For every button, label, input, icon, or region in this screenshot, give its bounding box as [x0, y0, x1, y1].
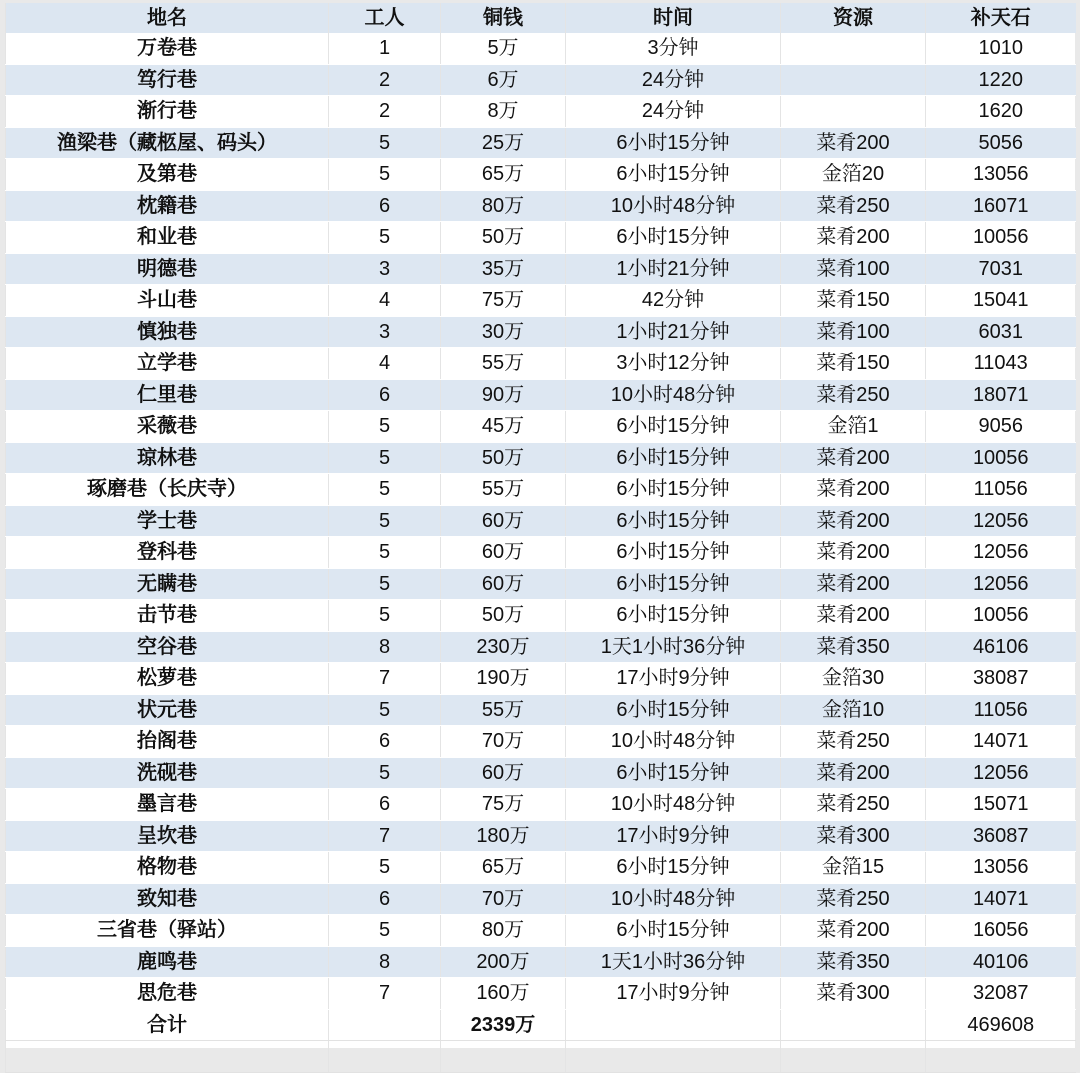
cell-resource[interactable]: 菜肴350 [781, 631, 926, 663]
cell-name[interactable]: 三省巷（驿站） [6, 915, 329, 947]
empty-cell[interactable] [329, 1041, 441, 1073]
cell-coins[interactable]: 30万 [441, 316, 566, 348]
cell-time[interactable]: 6小时15分钟 [566, 505, 781, 537]
empty-cell[interactable] [441, 1041, 566, 1073]
cell-coins[interactable]: 55万 [441, 348, 566, 380]
table-row [6, 33, 1076, 64]
table-row [6, 222, 1076, 254]
cell-name[interactable]: 呈坎巷 [6, 820, 329, 852]
cell-time[interactable]: 6小时15分钟 [566, 568, 781, 600]
cell-stones[interactable]: 11056 [926, 474, 1076, 506]
cell-name[interactable]: 枕籍巷 [6, 190, 329, 222]
header-row [6, 3, 1076, 33]
total-row [6, 1009, 1076, 1041]
cell-resource[interactable] [781, 96, 926, 128]
cell-coins[interactable]: 75万 [441, 789, 566, 821]
cell-resource[interactable] [781, 64, 926, 96]
cell-stones[interactable]: 11056 [926, 694, 1076, 726]
cell-resource[interactable]: 菜肴200 [781, 568, 926, 600]
cell-name[interactable]: 万卷巷 [6, 33, 329, 64]
cell-stones[interactable]: 12056 [926, 537, 1076, 569]
cell-stones[interactable]: 14071 [926, 726, 1076, 758]
cell-stones[interactable]: 11043 [926, 348, 1076, 380]
cell-stones[interactable]: 13056 [926, 852, 1076, 884]
cell-name[interactable]: 及第巷 [6, 159, 329, 191]
cell-workers[interactable]: 5 [329, 222, 441, 254]
total-cell-name[interactable]: 合计 [6, 1009, 329, 1041]
table-row [6, 978, 1076, 1010]
cell-workers[interactable]: 6 [329, 379, 441, 411]
cell-coins[interactable]: 50万 [441, 222, 566, 254]
cell-coins[interactable]: 50万 [441, 442, 566, 474]
cell-workers[interactable]: 5 [329, 915, 441, 947]
cell-resource[interactable]: 菜肴150 [781, 348, 926, 380]
cell-workers[interactable]: 3 [329, 316, 441, 348]
cell-time[interactable]: 6小时15分钟 [566, 442, 781, 474]
cell-workers[interactable]: 4 [329, 348, 441, 380]
total-cell-workers[interactable] [329, 1009, 441, 1041]
cell-workers[interactable]: 7 [329, 978, 441, 1010]
cell-coins[interactable]: 55万 [441, 694, 566, 726]
cell-stones[interactable]: 46106 [926, 631, 1076, 663]
cell-stones[interactable]: 13056 [926, 159, 1076, 191]
cell-coins[interactable]: 5万 [441, 33, 566, 64]
table-row [6, 474, 1076, 506]
cell-time[interactable]: 24分钟 [566, 96, 781, 128]
cell-workers[interactable]: 5 [329, 568, 441, 600]
cell-coins[interactable]: 6万 [441, 64, 566, 96]
cell-coins[interactable]: 60万 [441, 568, 566, 600]
cell-resource[interactable]: 菜肴250 [781, 883, 926, 915]
cell-resource[interactable]: 菜肴200 [781, 474, 926, 506]
cell-resource[interactable]: 金箔20 [781, 159, 926, 191]
cell-stones[interactable]: 40106 [926, 946, 1076, 978]
cell-resource[interactable]: 菜肴300 [781, 978, 926, 1010]
cell-coins[interactable]: 45万 [441, 411, 566, 443]
cell-time[interactable]: 17小时9分钟 [566, 820, 781, 852]
cell-resource[interactable]: 菜肴150 [781, 285, 926, 317]
cell-stones[interactable]: 16056 [926, 915, 1076, 947]
cell-name[interactable]: 笃行巷 [6, 64, 329, 96]
cell-time[interactable]: 10小时48分钟 [566, 190, 781, 222]
cell-name[interactable]: 斗山巷 [6, 285, 329, 317]
table-row [6, 442, 1076, 474]
cell-resource[interactable]: 金箔15 [781, 852, 926, 884]
table-row [6, 159, 1076, 191]
empty-cell[interactable] [6, 1041, 329, 1073]
cell-workers[interactable]: 6 [329, 190, 441, 222]
header-time: 时间 [566, 3, 781, 33]
cell-resource[interactable]: 菜肴100 [781, 316, 926, 348]
table-row [6, 694, 1076, 726]
cell-coins[interactable]: 60万 [441, 505, 566, 537]
cell-resource[interactable]: 菜肴200 [781, 600, 926, 632]
cell-workers[interactable]: 5 [329, 600, 441, 632]
cell-workers[interactable]: 5 [329, 127, 441, 159]
cell-workers[interactable]: 5 [329, 537, 441, 569]
cell-time[interactable]: 6小时15分钟 [566, 852, 781, 884]
cell-time[interactable]: 1小时21分钟 [566, 316, 781, 348]
cell-stones[interactable]: 10056 [926, 600, 1076, 632]
cell-workers[interactable]: 5 [329, 159, 441, 191]
cell-stones[interactable]: 16071 [926, 190, 1076, 222]
table-row [6, 316, 1076, 348]
cell-workers[interactable]: 5 [329, 757, 441, 789]
cell-time[interactable]: 3小时12分钟 [566, 348, 781, 380]
cell-name[interactable]: 慎独巷 [6, 316, 329, 348]
cell-name[interactable]: 立学巷 [6, 348, 329, 380]
cell-coins[interactable]: 180万 [441, 820, 566, 852]
cell-workers[interactable]: 4 [329, 285, 441, 317]
cell-time[interactable]: 6小时15分钟 [566, 474, 781, 506]
cell-time[interactable]: 17小时9分钟 [566, 663, 781, 695]
cell-coins[interactable]: 90万 [441, 379, 566, 411]
cell-stones[interactable]: 5056 [926, 127, 1076, 159]
cell-stones[interactable]: 15071 [926, 789, 1076, 821]
cell-workers[interactable]: 1 [329, 33, 441, 64]
cell-time[interactable]: 3分钟 [566, 33, 781, 64]
cell-time[interactable]: 10小时48分钟 [566, 789, 781, 821]
cell-time[interactable]: 17小时9分钟 [566, 978, 781, 1010]
table-row [6, 789, 1076, 821]
cell-name[interactable]: 洗砚巷 [6, 757, 329, 789]
cell-workers[interactable]: 3 [329, 253, 441, 285]
cell-name[interactable]: 格物巷 [6, 852, 329, 884]
cell-stones[interactable]: 12056 [926, 505, 1076, 537]
total-cell-time[interactable] [566, 1009, 781, 1041]
cell-resource[interactable]: 菜肴300 [781, 820, 926, 852]
cell-resource[interactable]: 金箔1 [781, 411, 926, 443]
table-row [6, 505, 1076, 537]
cell-time[interactable]: 10小时48分钟 [566, 726, 781, 758]
empty-cell[interactable] [926, 1041, 1076, 1073]
cell-workers[interactable]: 6 [329, 726, 441, 758]
cell-stones[interactable]: 12056 [926, 757, 1076, 789]
cell-name[interactable]: 明德巷 [6, 253, 329, 285]
cell-coins[interactable]: 75万 [441, 285, 566, 317]
cell-coins[interactable]: 70万 [441, 726, 566, 758]
table-row [6, 96, 1076, 128]
cell-name[interactable]: 致知巷 [6, 883, 329, 915]
cell-time[interactable]: 10小时48分钟 [566, 883, 781, 915]
cell-name[interactable]: 状元巷 [6, 694, 329, 726]
cell-coins[interactable]: 60万 [441, 537, 566, 569]
spreadsheet [5, 3, 1075, 1048]
cell-workers[interactable]: 5 [329, 505, 441, 537]
cell-workers[interactable]: 5 [329, 411, 441, 443]
cell-workers[interactable]: 2 [329, 96, 441, 128]
cell-workers[interactable]: 5 [329, 852, 441, 884]
table-row [6, 253, 1076, 285]
cell-time[interactable]: 6小时15分钟 [566, 222, 781, 254]
cell-name[interactable]: 无瞒巷 [6, 568, 329, 600]
cell-coins[interactable]: 230万 [441, 631, 566, 663]
cell-time[interactable]: 10小时48分钟 [566, 379, 781, 411]
cell-stones[interactable]: 10056 [926, 442, 1076, 474]
cell-coins[interactable]: 65万 [441, 852, 566, 884]
cell-time[interactable]: 1天1小时36分钟 [566, 946, 781, 978]
cell-resource[interactable]: 金箔10 [781, 694, 926, 726]
cell-stones[interactable]: 1010 [926, 33, 1076, 64]
cell-time[interactable]: 6小时15分钟 [566, 159, 781, 191]
cell-workers[interactable]: 8 [329, 631, 441, 663]
cell-resource[interactable]: 菜肴200 [781, 505, 926, 537]
table-row [6, 127, 1076, 159]
cell-stones[interactable]: 6031 [926, 316, 1076, 348]
table-row [6, 946, 1076, 978]
total-cell-stones[interactable]: 469608 [926, 1009, 1076, 1041]
cell-stones[interactable]: 14071 [926, 883, 1076, 915]
cell-coins[interactable]: 25万 [441, 127, 566, 159]
cell-name[interactable]: 渐行巷 [6, 96, 329, 128]
cell-name[interactable]: 墨言巷 [6, 789, 329, 821]
table-row [6, 757, 1076, 789]
cell-time[interactable]: 6小时15分钟 [566, 600, 781, 632]
cell-name[interactable]: 思危巷 [6, 978, 329, 1010]
cell-name[interactable]: 琼林巷 [6, 442, 329, 474]
cell-workers[interactable]: 5 [329, 474, 441, 506]
table-row [6, 411, 1076, 443]
table-row [6, 883, 1076, 915]
cell-coins[interactable]: 55万 [441, 474, 566, 506]
cell-coins[interactable]: 80万 [441, 190, 566, 222]
cell-resource[interactable]: 菜肴200 [781, 127, 926, 159]
cell-coins[interactable]: 65万 [441, 159, 566, 191]
cell-coins[interactable]: 50万 [441, 600, 566, 632]
cell-time[interactable]: 6小时15分钟 [566, 694, 781, 726]
table-row [6, 348, 1076, 380]
cell-resource[interactable] [781, 33, 926, 64]
cell-stones[interactable]: 36087 [926, 820, 1076, 852]
cell-workers[interactable]: 7 [329, 820, 441, 852]
cell-coins[interactable]: 200万 [441, 946, 566, 978]
table-row [6, 190, 1076, 222]
cell-resource[interactable]: 菜肴100 [781, 253, 926, 285]
table-row [6, 663, 1076, 695]
cell-resource[interactable]: 菜肴250 [781, 726, 926, 758]
cell-workers[interactable]: 7 [329, 663, 441, 695]
cell-time[interactable]: 24分钟 [566, 64, 781, 96]
cell-name[interactable]: 仁里巷 [6, 379, 329, 411]
cell-name[interactable]: 琢磨巷（长庆寺） [6, 474, 329, 506]
total-cell-coins[interactable]: 2339万 [441, 1009, 566, 1041]
cell-resource[interactable]: 菜肴200 [781, 222, 926, 254]
cell-name[interactable]: 登科巷 [6, 537, 329, 569]
cell-time[interactable]: 1小时21分钟 [566, 253, 781, 285]
cell-workers[interactable]: 6 [329, 789, 441, 821]
cell-name[interactable]: 采薇巷 [6, 411, 329, 443]
cell-resource[interactable]: 菜肴250 [781, 379, 926, 411]
cell-resource[interactable]: 菜肴350 [781, 946, 926, 978]
cell-time[interactable]: 42分钟 [566, 285, 781, 317]
table-row [6, 568, 1076, 600]
cell-stones[interactable]: 7031 [926, 253, 1076, 285]
table-row [6, 285, 1076, 317]
header-workers: 工人 [329, 3, 441, 33]
cell-name[interactable]: 学士巷 [6, 505, 329, 537]
total-cell-resource[interactable] [781, 1009, 926, 1041]
cell-name[interactable]: 抬阁巷 [6, 726, 329, 758]
cell-time[interactable]: 6小时15分钟 [566, 537, 781, 569]
cell-name[interactable]: 和业巷 [6, 222, 329, 254]
cell-time[interactable]: 6小时15分钟 [566, 757, 781, 789]
cell-stones[interactable]: 32087 [926, 978, 1076, 1010]
cell-stones[interactable]: 9056 [926, 411, 1076, 443]
cell-resource[interactable]: 菜肴250 [781, 789, 926, 821]
cell-stones[interactable]: 1220 [926, 64, 1076, 96]
empty-cell[interactable] [566, 1041, 781, 1073]
cell-workers[interactable]: 6 [329, 883, 441, 915]
table-row [6, 726, 1076, 758]
building-table [5, 3, 1076, 1073]
cell-time[interactable]: 6小时15分钟 [566, 127, 781, 159]
cell-name[interactable]: 松萝巷 [6, 663, 329, 695]
cell-coins[interactable]: 160万 [441, 978, 566, 1010]
cell-time[interactable]: 1天1小时36分钟 [566, 631, 781, 663]
table-row [6, 64, 1076, 96]
cell-stones[interactable]: 38087 [926, 663, 1076, 695]
table-row [6, 852, 1076, 884]
table-row [6, 379, 1076, 411]
cell-coins[interactable]: 35万 [441, 253, 566, 285]
cell-workers[interactable]: 8 [329, 946, 441, 978]
cell-workers[interactable]: 2 [329, 64, 441, 96]
cell-coins[interactable]: 60万 [441, 757, 566, 789]
cell-name[interactable]: 击节巷 [6, 600, 329, 632]
cell-resource[interactable]: 菜肴250 [781, 190, 926, 222]
cell-coins[interactable]: 190万 [441, 663, 566, 695]
cell-workers[interactable]: 5 [329, 694, 441, 726]
cell-name[interactable]: 空谷巷 [6, 631, 329, 663]
cell-time[interactable]: 6小时15分钟 [566, 915, 781, 947]
header-coins: 铜钱 [441, 3, 566, 33]
cell-coins[interactable]: 70万 [441, 883, 566, 915]
cell-workers[interactable]: 5 [329, 442, 441, 474]
table-row [6, 537, 1076, 569]
cell-name[interactable]: 渔梁巷（藏柩屋、码头） [6, 127, 329, 159]
empty-cell[interactable] [781, 1041, 926, 1073]
cell-stones[interactable]: 18071 [926, 379, 1076, 411]
cell-coins[interactable]: 8万 [441, 96, 566, 128]
cell-stones[interactable]: 12056 [926, 568, 1076, 600]
header-name: 地名 [6, 3, 329, 33]
table-row [6, 631, 1076, 663]
header-resource: 资源 [781, 3, 926, 33]
cell-resource[interactable]: 菜肴200 [781, 757, 926, 789]
cell-resource[interactable]: 菜肴200 [781, 537, 926, 569]
header-stones: 补天石 [926, 3, 1076, 33]
table-row [6, 915, 1076, 947]
cell-time[interactable]: 6小时15分钟 [566, 411, 781, 443]
cell-stones[interactable]: 10056 [926, 222, 1076, 254]
table-row [6, 600, 1076, 632]
table-row [6, 820, 1076, 852]
cell-resource[interactable]: 菜肴200 [781, 442, 926, 474]
cell-resource[interactable]: 菜肴200 [781, 915, 926, 947]
cell-coins[interactable]: 80万 [441, 915, 566, 947]
empty-row [6, 1041, 1076, 1073]
cell-stones[interactable]: 1620 [926, 96, 1076, 128]
cell-name[interactable]: 鹿鸣巷 [6, 946, 329, 978]
cell-resource[interactable]: 金箔30 [781, 663, 926, 695]
cell-stones[interactable]: 15041 [926, 285, 1076, 317]
